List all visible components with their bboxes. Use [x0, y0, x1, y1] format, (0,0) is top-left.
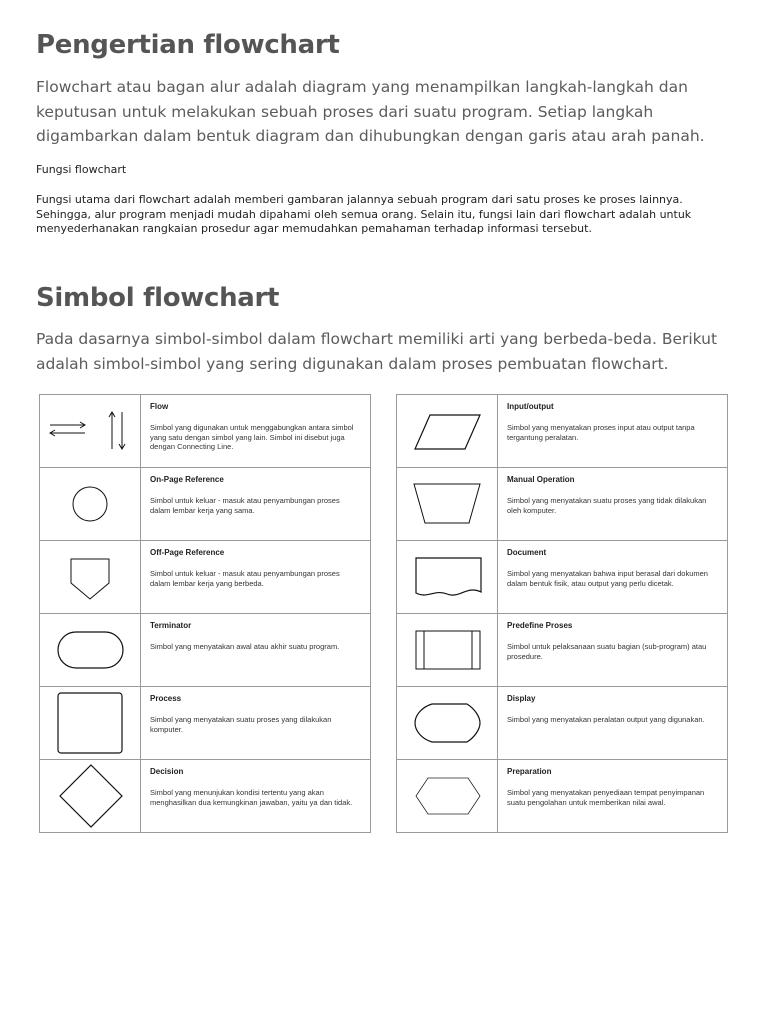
symbol-description: Simbol yang digunakan untuk menggabungkan antara simbol yang satu dengan simbol yang lain. Simbol ini disebut juga dengan Connecting Line.: [150, 423, 354, 451]
symbol-row: [397, 614, 728, 687]
intro-paragraph: Flowchart atau bagan alur adalah diagram yang menampilkan langkah-langkah dan keputusan untuk melakukan sebuah proses dari suatu program. Setiap langkah digambarkan dalam bentuk diagram dan dihubungkan dengan garis atau arah panah.: [36, 78, 705, 145]
symbol-row: [40, 395, 371, 468]
symbol-row: [40, 614, 371, 687]
symbol-title: On-Page Reference: [150, 475, 224, 484]
symbol-desc-cell: [498, 614, 728, 687]
parallelogram-icon: [397, 395, 497, 467]
symbol-description: Simbol yang menyatakan peralatan output yang digunakan.: [507, 715, 705, 724]
heading-pengertian-flowchart: Pengertian flowchart: [36, 30, 340, 60]
symbol-desc-cell: [141, 687, 371, 760]
symbol-icon-cell: [397, 541, 498, 614]
symbol-desc-cell: [498, 760, 728, 833]
symbol-desc-cell: [141, 541, 371, 614]
symbol-description: Simbol untuk keluar - masuk atau penyambungan proses dalam lembar kerja yang sama.: [150, 496, 340, 515]
symbol-icon-cell: [397, 687, 498, 760]
symbol-icon-cell: [397, 614, 498, 687]
symbol-icon-cell: [397, 760, 498, 833]
symbol-description: Simbol yang menunjukan kondisi tertentu yang akan menghasilkan dua kemungkinan jawaban, yaitu ya dan tidak.: [150, 788, 353, 807]
symbol-desc-cell: [498, 395, 728, 468]
symbol-title: Manual Operation: [507, 475, 575, 484]
symbol-row: [397, 760, 728, 833]
symbol-row: [397, 395, 728, 468]
symbol-desc-cell: [141, 760, 371, 833]
symbol-row: [397, 687, 728, 760]
symbol-icon-cell: [397, 468, 498, 541]
symbol-desc-cell: [141, 468, 371, 541]
symbol-title: Display: [507, 694, 536, 703]
symbol-icon-cell: [40, 687, 141, 760]
trapezoid-icon: [397, 468, 497, 540]
flow-arrows-icon: [40, 395, 140, 467]
hexagon-icon: [397, 760, 497, 832]
symbol-row: [40, 687, 371, 760]
symbol-desc-cell: [498, 468, 728, 541]
symbol-row: [397, 468, 728, 541]
symbol-description: Simbol yang menyatakan suatu proses yang tidak dilakukan oleh komputer.: [507, 496, 707, 515]
symbol-description: Simbol untuk keluar - masuk atau penyambungan proses dalam lembar kerja yang berbeda.: [150, 569, 340, 588]
display-icon: [397, 687, 497, 759]
terminator-icon: [40, 614, 140, 686]
symbol-icon-cell: [397, 395, 498, 468]
symbol-title: Off-Page Reference: [150, 548, 225, 557]
symbol-table-right: [396, 394, 728, 833]
symbol-icon-cell: [40, 541, 141, 614]
symbol-row: [40, 541, 371, 614]
symbol-description: Simbol untuk pelaksanaan suatu bagian (sub-program) atau prosedure.: [507, 642, 707, 661]
symbol-icon-cell: [40, 468, 141, 541]
symbol-title: Decision: [150, 767, 184, 776]
rectangle-icon: [40, 687, 140, 759]
simbol-intro-paragraph: Pada dasarnya simbol-simbol dalam flowchart memiliki arti yang berbeda-beda. Berikut adalah simbol-simbol yang sering digunakan dalam proses pembuatan flowchart.: [36, 330, 718, 373]
symbol-table-left: [39, 394, 371, 833]
circle-icon: [40, 468, 140, 540]
symbol-desc-cell: [141, 395, 371, 468]
symbol-icon-cell: [40, 395, 141, 468]
symbol-title: Flow: [150, 402, 169, 411]
symbol-description: Simbol yang menyatakan awal atau akhir suatu program.: [150, 642, 340, 651]
symbol-desc-cell: [498, 687, 728, 760]
symbol-description: Simbol yang menyatakan proses input atau output tanpa tergantung peralatan.: [507, 423, 695, 442]
subheading-fungsi-flowchart: Fungsi flowchart: [36, 163, 127, 176]
fungsi-paragraph: Fungsi utama dari flowchart adalah memberi gambaran jalannya sebuah program dari satu proses ke proses lainnya. Sehingga, alur program menjadi mudah dipahami oleh semua orang. Selain itu, fungsi lain dari flowchart adalah untuk menyederhanakan rangkaian prosedur agar memudahkan pemahaman terhadap informasi tersebut.: [36, 193, 692, 235]
pentagon-down-icon: [40, 541, 140, 613]
symbol-desc-cell: [141, 614, 371, 687]
symbol-description: Simbol yang menyatakan penyediaan tempat penyimpanan suatu pengolahan untuk memberikan nilai awal.: [507, 788, 705, 807]
symbol-icon-cell: [40, 614, 141, 687]
symbol-title: Preparation: [507, 767, 552, 776]
symbol-title: Terminator: [150, 621, 192, 630]
symbol-row: [40, 468, 371, 541]
symbol-row: [397, 541, 728, 614]
symbol-description: Simbol yang menyatakan suatu proses yang dilakukan komputer.: [150, 715, 332, 734]
diamond-icon: [40, 760, 140, 832]
symbol-row: [40, 760, 371, 833]
heading-simbol-flowchart: Simbol flowchart: [36, 283, 280, 313]
symbol-title: Predefine Proses: [507, 621, 573, 630]
symbol-description: Simbol yang menyatakan bahwa input berasal dari dokumen dalam bentuk fisik, atau output yang perlu dicetak.: [507, 569, 708, 588]
symbol-title: Input/output: [507, 402, 554, 411]
predefined-process-icon: [397, 614, 497, 686]
symbol-desc-cell: [498, 541, 728, 614]
symbol-title: Document: [507, 548, 547, 557]
symbol-icon-cell: [40, 760, 141, 833]
symbol-title: Process: [150, 694, 182, 703]
document-icon: [397, 541, 497, 613]
